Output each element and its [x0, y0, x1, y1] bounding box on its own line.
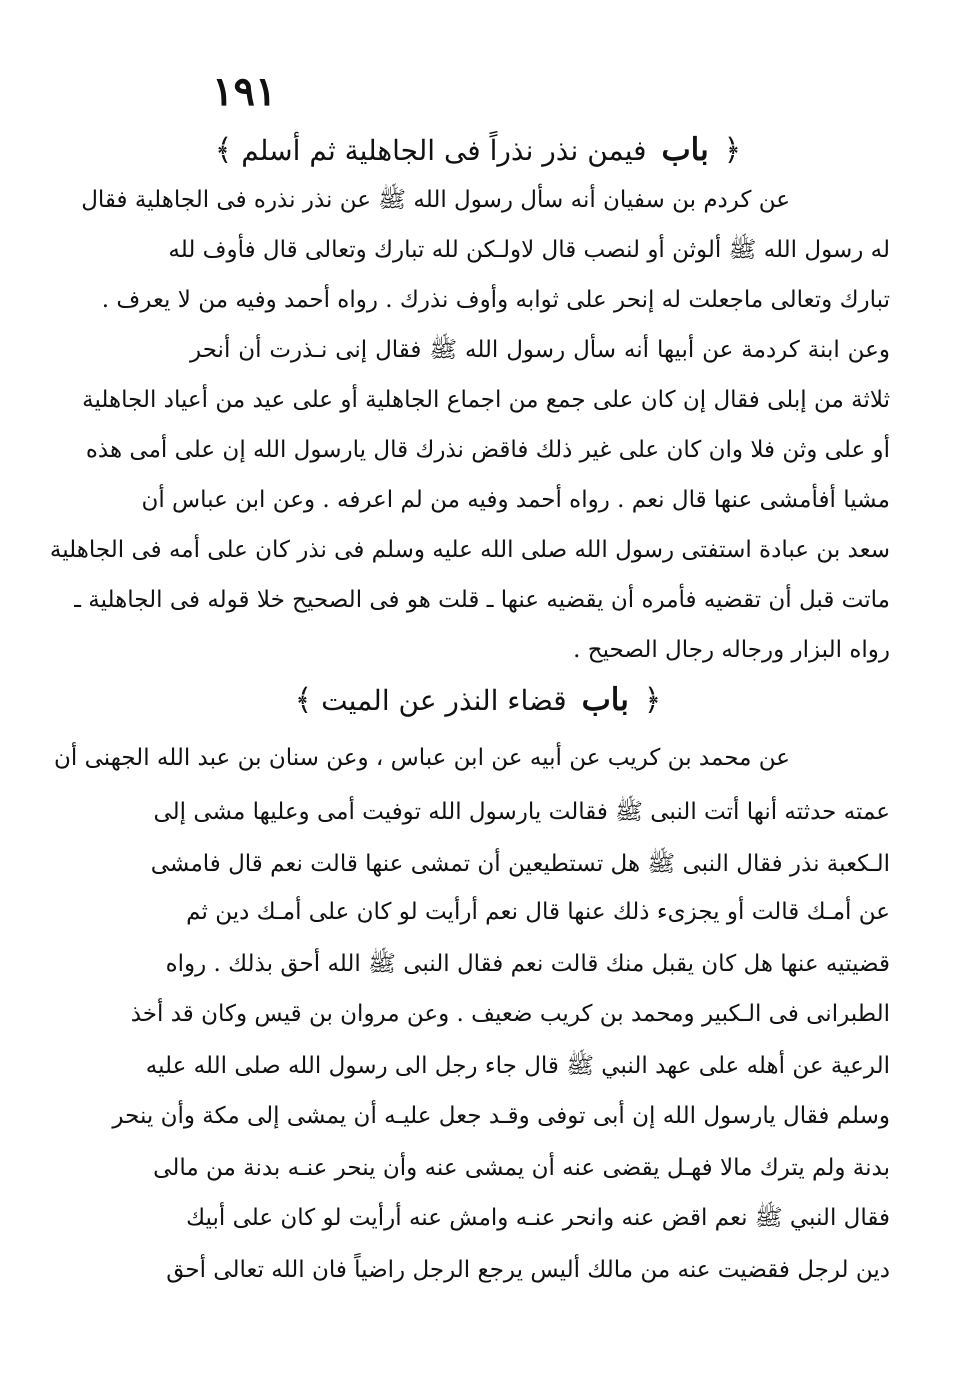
section-heading	[0, 682, 956, 718]
text-line: وسلم فقال يارسول الله إن أبى توفى وقـد جعل عليـه أن يمشى إلى مكة وأن ينحر	[112, 1103, 890, 1129]
page-number: ١٩١	[212, 68, 277, 115]
heading-bab: باب	[661, 132, 709, 168]
heading-close-bracket: ﴾	[214, 133, 233, 168]
text-line: رواه البزار ورجاله رجال الصحيح .	[573, 637, 890, 663]
text-line: قضيتيه عنها هل كان يقبل منك قالت نعم فقال النبى ﷺ الله أحق بذلك . رواه	[165, 951, 890, 977]
text-line: تبارك وتعالى ماجعلت له إنحر على ثوابه وأوف نذرك . رواه أحمد وفيه من لا يعرف .	[101, 287, 890, 313]
heading-title: فيمن نذر نذراً فى الجاهلية ثم أسلم	[241, 134, 647, 167]
text-line: وعن ابنة كردمة عن أبيها أنه سأل رسول الله ﷺ فقال إنى نـذرت أن أنحر	[190, 337, 890, 363]
text-line: سعد بن عبادة استفتى رسول الله صلى الله عليه وسلم فى نذر كان على أمه فى الجاهلية	[49, 537, 890, 563]
text-line: دين لرجل فقضيت عنه من مالك أليس يرجع الرجل راضياً فان الله تعالى أحق	[166, 1257, 890, 1283]
text-line: بدنة ولم يترك مالا فهـل يقضى عنه أن يمشى عنه وأن ينحر عنـه بدنة من مالى	[153, 1155, 890, 1181]
text-line: مشيا أفأمشى عنها قال نعم . رواه أحمد وفيه من لم اعرفه . وعن ابن عباس أن	[141, 487, 890, 513]
text-line: الرعية عن أهله على عهد النبي ﷺ قال جاء رجل الى رسول الله صلى الله عليه	[145, 1053, 890, 1079]
heading-bab: باب	[581, 682, 629, 718]
text-line: ثلاثة من إبلى فقال إن كان على جمع من اجماع الجاهلية أو على عيد من أعياد الجاهلية	[82, 387, 890, 413]
text-line: ماتت قبل أن تقضيه فأمره أن يقضيه عنها ـ قلت هو فى الصحيح خلا قوله فى الجاهلية ـ	[74, 587, 890, 613]
heading-open-bracket: ﴿	[643, 683, 662, 718]
text-line: عن كردم بن سفيان أنه سأل رسول الله ﷺ عن نذر نذره فى الجاهلية فقال	[81, 187, 790, 213]
text-line: عن أمـك قالت أو يجزىء ذلك عنها قال نعم أرأيت لو كان على أمـك دين ثم	[186, 899, 890, 925]
text-line: له رسول الله ﷺ ألوثن أو لنصب قال لاولـكن لله تبارك وتعالى قال فأوف لله	[168, 237, 890, 263]
text-line: الـكعبة نذر فقال النبى ﷺ هل تستطيعين أن تمشى عنها قالت نعم قال فامشى	[150, 851, 890, 877]
heading-close-bracket: ﴾	[294, 683, 313, 718]
text-line: عمته حدثته أنها أتت النبى ﷺ فقالت يارسول الله توفيت أمى وعليها مشى إلى	[153, 799, 890, 825]
text-line: عن محمد بن كريب عن أبيه عن ابن عباس ، وعن سنان بن عبد الله الجهنى أن	[54, 745, 790, 771]
heading-open-bracket: ﴿	[723, 133, 742, 168]
text-line: فقال النبي ﷺ نعم اقض عنه وانحر عنـه وامش عنه أرأيت لو كان على أبيك	[186, 1205, 890, 1231]
heading-title: قضاء النذر عن الميت	[321, 684, 567, 717]
section-heading	[0, 132, 956, 168]
text-line: أو على وثن فلا وان كان على غير ذلك فاقض نذرك قال يارسول الله إن على أمى هذه	[85, 437, 890, 463]
text-line: الطبرانى فى الـكبير ومحمد بن كريب ضعيف . وعن مروان بن قيس وكان قد أخذ	[130, 1001, 890, 1027]
